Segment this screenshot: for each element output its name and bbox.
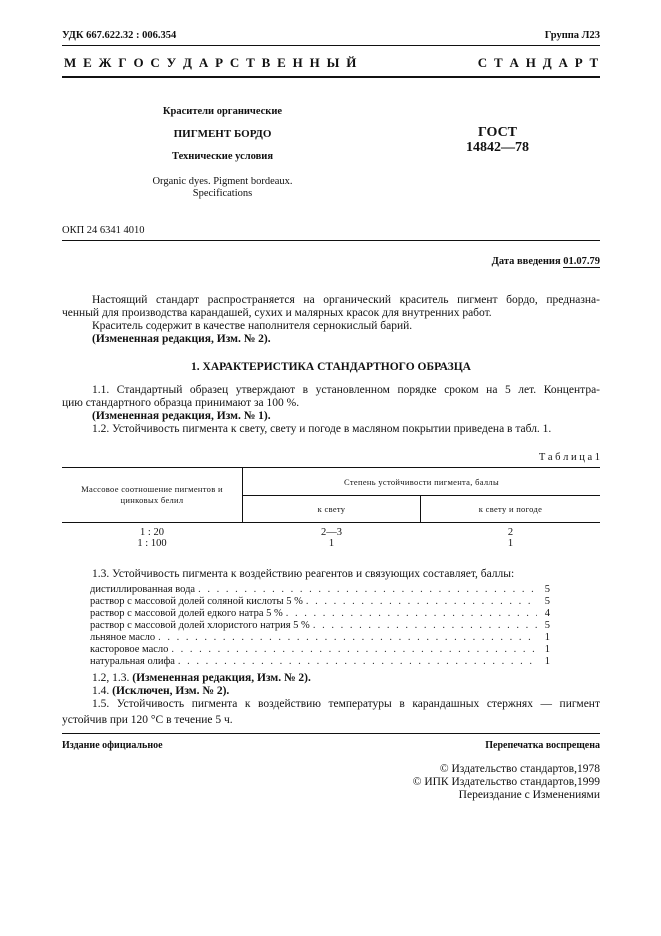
section-1-heading: 1. ХАРАКТЕРИСТИКА СТАНДАРТНОГО ОБРАЗЦА: [191, 361, 471, 373]
clause-1-1: [62, 384, 600, 410]
table-cell-light: 2—3: [321, 527, 342, 538]
table-top-rule: [62, 467, 600, 468]
resistance-item: касторовое масло . . . 1: [90, 644, 550, 656]
resistance-item: дистиллированная вода . . . 5: [90, 584, 550, 596]
intro-p1-line1: Настоящий стандарт распространяется на органический краситель пигмент бордо, предназна-: [92, 294, 600, 306]
table-1-caption: Т а б л и ц а 1: [538, 452, 600, 463]
official-edition: Издание официальное: [62, 740, 163, 751]
okp-code: ОКП 24 6341 4010: [62, 225, 145, 236]
clause-1-5-line2: устойчив при 120 °С в течение 5 ч.: [62, 714, 233, 726]
banner-interstate: М Е Ж Г О С У Д А Р С Т В Е Н Н Ы Й: [64, 55, 359, 70]
table-group-header: Степень устойчивости пигмента, баллы: [344, 477, 499, 487]
reprint-notice: Перепечатка воспрещена: [485, 740, 600, 751]
table-col3-header: к свету и погоде: [478, 504, 543, 514]
udk-code: УДК 667.622.32 : 006.354: [62, 30, 177, 41]
gost-number: 14842—78: [466, 140, 529, 155]
footer-rule: [62, 733, 600, 734]
resistance-item: льняное масло . . . 1: [90, 632, 550, 644]
intro-paragraph-2: Краситель содержит в качестве наполнителя сернокислый барий.: [92, 320, 413, 332]
english-title-line1: Organic dyes. Pigment bordeaux.: [152, 176, 293, 187]
table-col1-header: Массовое соотношение пигментов и цинковых белил: [81, 484, 223, 505]
intro-paragraph-1: [62, 294, 600, 320]
clause-1-1-line2: цию стандартного образца принимают за 100 %.: [62, 397, 300, 409]
banner-standard: С Т А Н Д А Р Т: [477, 55, 600, 70]
clause-1-5: [62, 698, 600, 727]
intro-date-label: Дата введения: [491, 256, 561, 267]
clause-1-4: 1.4. (Исключен, Изм. № 2).: [92, 685, 230, 697]
table-cell-ratio: 1 : 100: [137, 538, 167, 549]
okp-rule: [62, 240, 600, 241]
clause-1-1-line1: 1.1. Стандартный образец утверждают в установленном порядке сроком на 5 лет. Концентра-: [92, 384, 600, 396]
header-rule-bottom: [62, 76, 600, 78]
copyright-1978: © Издательство стандартов,1978: [439, 763, 600, 775]
clause-1-5-line1: 1.5. Устойчивость пигмента к воздействию температуры в карандашных стержнях — пигмент: [92, 698, 600, 710]
clause-1-2-1-3-amendment: 1.2, 1.3. (Измененная редакция, Изм. № 2).: [92, 672, 311, 684]
clause-1-3-lead: 1.3. Устойчивость пигмента к воздействию реагентов и связующих составляет, баллы:: [92, 568, 515, 580]
clause-1-1-amendment: (Измененная редакция, Изм. № 1).: [92, 410, 271, 422]
category-title: Красители органические: [162, 106, 283, 117]
table-header-bottom-rule: [62, 522, 600, 523]
spec-subtitle: Технические условия: [171, 151, 274, 162]
header-rule-top: [62, 45, 600, 46]
intro-date-value: 01.07.79: [563, 256, 600, 267]
table-group-rule: [242, 495, 600, 496]
copyright-1999: © ИПК Издательство стандартов,1999: [412, 776, 600, 788]
table-col2-header: к свету: [317, 504, 346, 514]
product-name: ПИГМЕНТ БОРДО: [173, 128, 272, 140]
resistance-item: раствор с массовой долей соляной кислоты 5 % . . . 5: [90, 596, 550, 608]
table-cell-ratio: 1 : 20: [140, 527, 164, 538]
english-title-line2: Specifications: [192, 188, 253, 199]
intro-date-block: [492, 256, 600, 267]
intro-p1-line2: ченный для производства карандашей, сухих и малярных красок для внутренних работ.: [62, 307, 492, 319]
clause-1-2: 1.2. Устойчивость пигмента к свету, свету и погоде в масляном покрытии приведена в табл. 1.: [92, 423, 552, 435]
resistance-item: раствор с массовой долей хлористого натрия 5 % . . . 5: [90, 620, 550, 632]
intro-amendment-note: (Измененная редакция, Изм. № 2).: [92, 333, 271, 345]
table-cell-light: 1: [328, 538, 335, 549]
resistance-item: натуральная олифа . . . 1: [90, 656, 550, 668]
group-code: Группа Л23: [544, 30, 600, 41]
table-cell-weather: 1: [507, 538, 514, 549]
reissue-note: Переиздание с Изменениями: [458, 789, 600, 801]
table-cell-weather: 2: [507, 527, 514, 538]
resistance-item: раствор с массовой долей едкого натра 5 % . . . 4: [90, 608, 550, 620]
gost-label: ГОСТ: [477, 125, 518, 140]
